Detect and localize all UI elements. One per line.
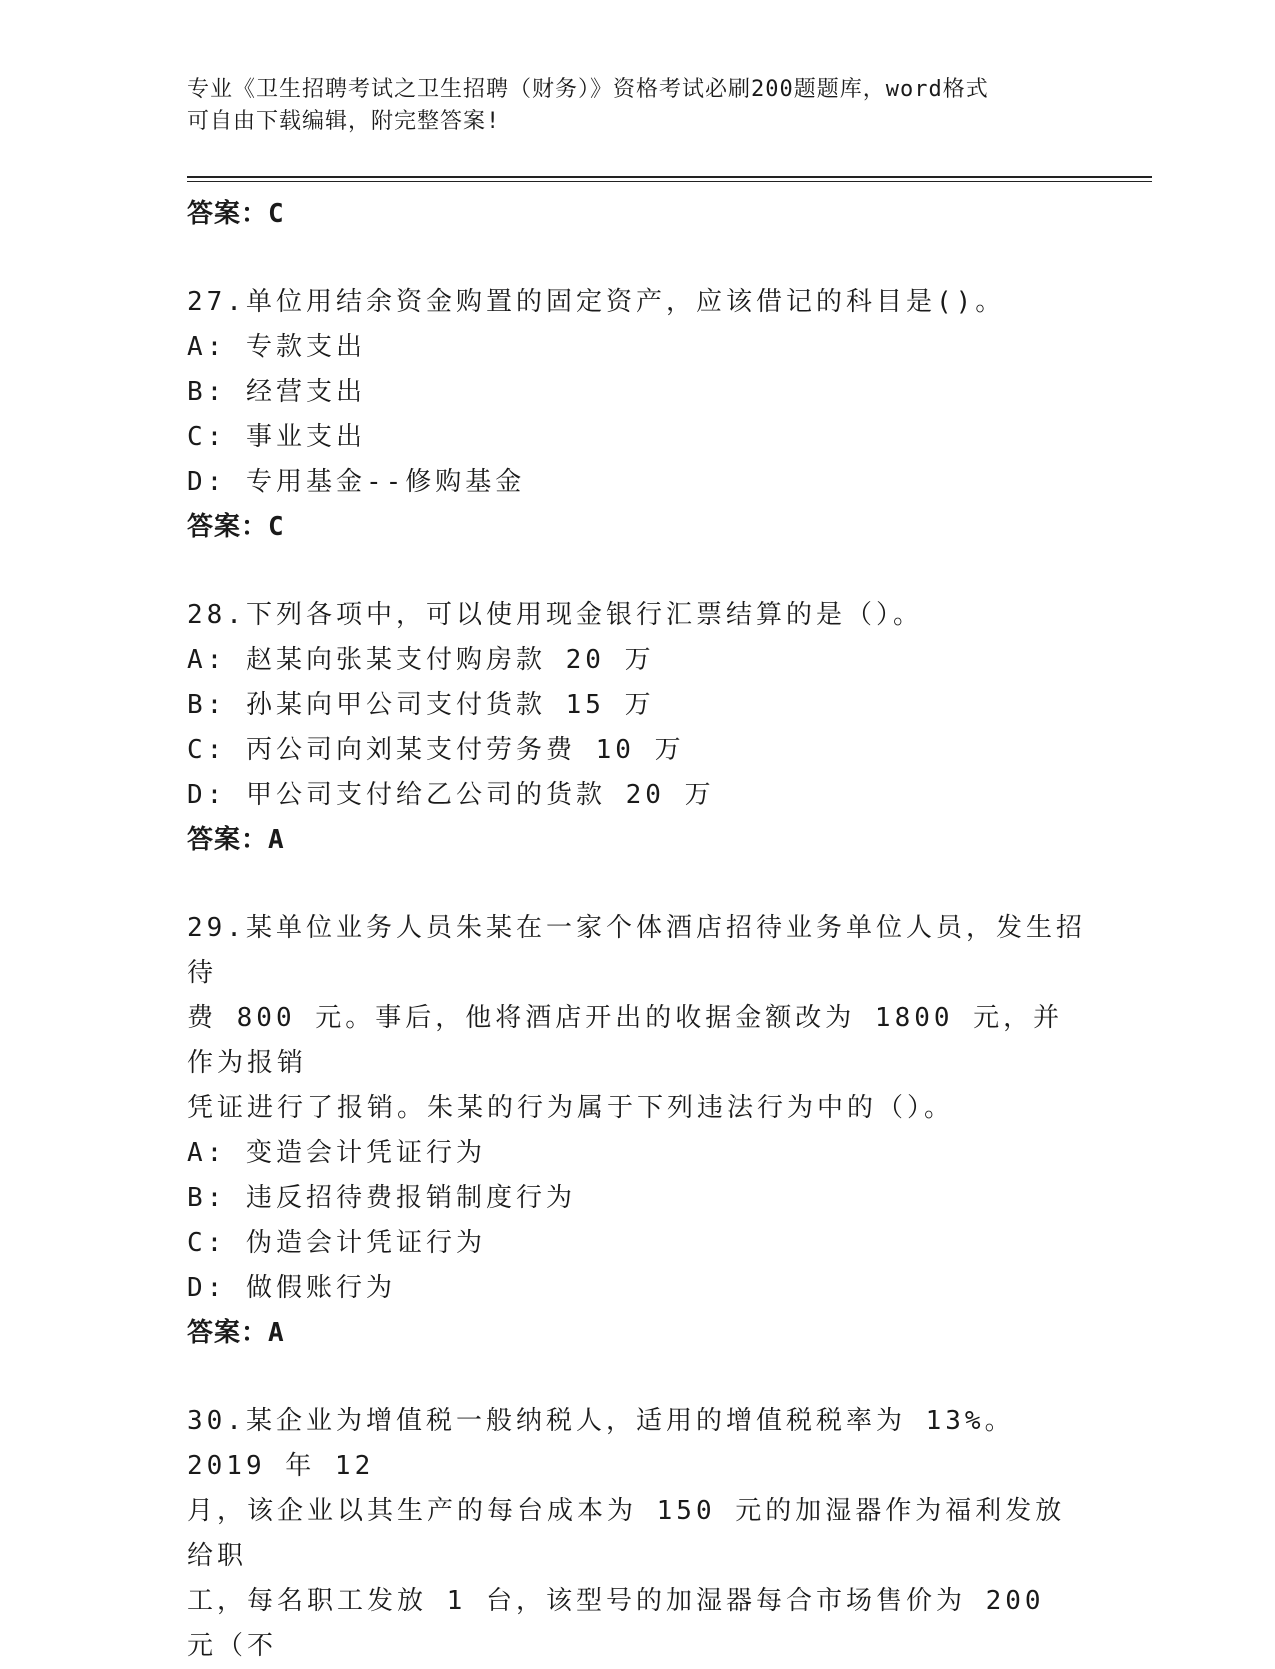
option-c: C: 事业支出 <box>187 422 366 452</box>
option-b: B: 违反招待费报销制度行为 <box>187 1183 576 1213</box>
header-rule-thick <box>187 176 1152 178</box>
question-text: 28.下列各项中，可以使用现金银行汇票结算的是（）。 <box>187 600 923 630</box>
option-a: A: 赵某向张某支付购房款 20 万 <box>187 645 655 675</box>
option-d: D: 甲公司支付给乙公司的货款 20 万 <box>187 780 715 810</box>
option-c: C: 丙公司向刘某支付劳务费 10 万 <box>187 735 685 765</box>
question-text-line-2: 月，该企业以其生产的每台成本为 150 元的加湿器作为福利发放给职 <box>187 1496 1066 1571</box>
option-a: A: 专款支出 <box>187 332 366 362</box>
question-list <box>187 192 1087 1669</box>
option-d: D: 做假账行为 <box>187 1273 396 1303</box>
question-28 <box>187 593 1087 862</box>
option-b: B: 经营支出 <box>187 377 366 407</box>
answer: 答案：C <box>187 512 285 542</box>
question-text-line-2: 费 800 元。事后，他将酒店开出的收据金额改为 1800 元，并作为报销 <box>187 1003 1064 1078</box>
question-30 <box>187 1399 1087 1669</box>
header-line-1: 专业《卫生招聘考试之卫生招聘（财务）》资格考试必刷200题题库，word格式 <box>187 77 989 102</box>
answer: 答案：A <box>187 1318 285 1348</box>
question-27 <box>187 280 1087 549</box>
question-text-line-1: 29.某单位业务人员朱某在一家个体酒店招待业务单位人员，发生招待 <box>187 913 1086 988</box>
question-29 <box>187 906 1087 1355</box>
document-header <box>187 74 1067 138</box>
header-line-2: 可自由下载编辑，附完整答案! <box>187 109 501 134</box>
option-a: A: 变造会计凭证行为 <box>187 1138 486 1168</box>
answer-26: 答案：C <box>187 199 285 229</box>
answer: 答案：A <box>187 825 285 855</box>
question-text-line-1: 30.某企业为增值税一般纳税人，适用的增值税税率为 13%。2019 年 12 <box>187 1406 1015 1481</box>
question-text: 27.单位用结余资金购置的固定资产，应该借记的科目是()。 <box>187 287 1006 317</box>
option-c: C: 伪造会计凭证行为 <box>187 1228 486 1258</box>
question-text-line-3: 凭证进行了报销。朱某的行为属于下列违法行为中的（）。 <box>187 1093 955 1123</box>
option-d: D: 专用基金--修购基金 <box>187 467 526 497</box>
option-b: B: 孙某向甲公司支付货款 15 万 <box>187 690 655 720</box>
question-text-line-3: 工，每名职工发放 1 台，该型号的加湿器每合市场售价为 200 元（不 <box>187 1586 1045 1661</box>
header-rule-thin <box>187 181 1152 182</box>
